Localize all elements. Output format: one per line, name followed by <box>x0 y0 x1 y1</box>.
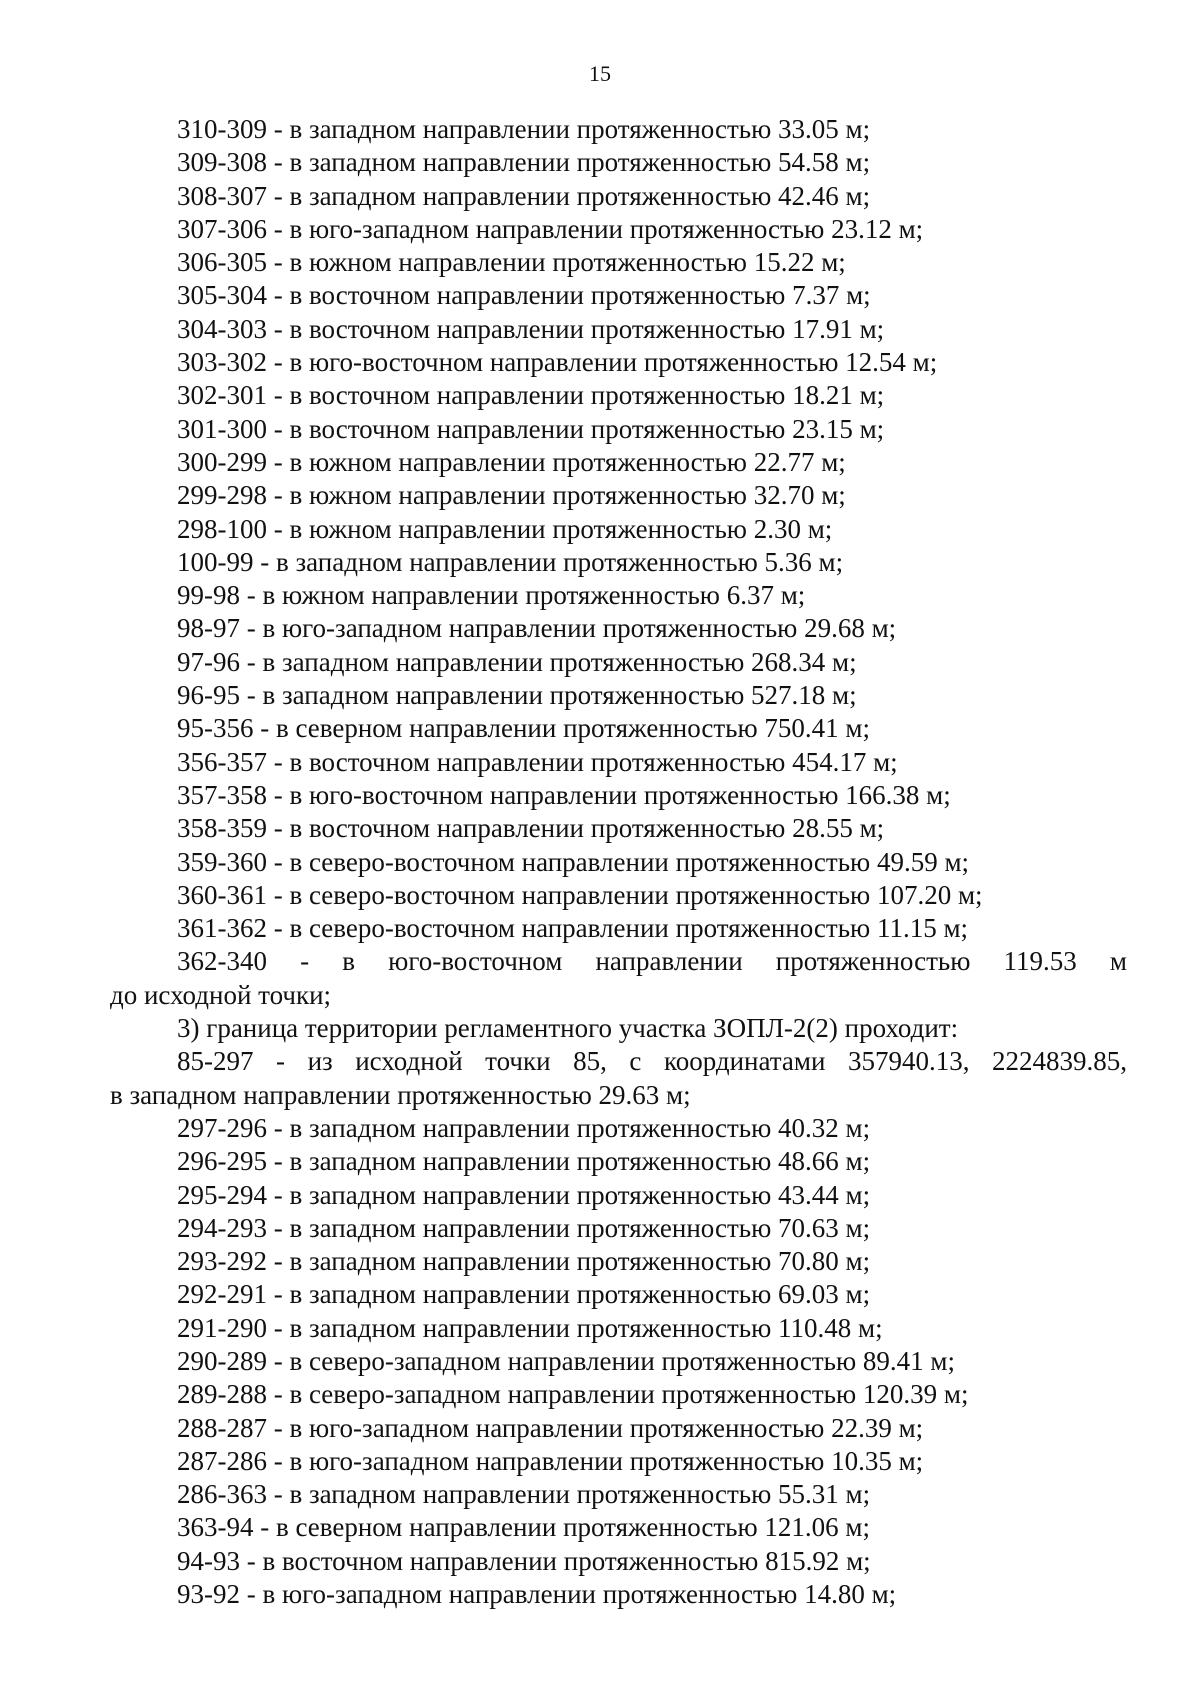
text-line: 93-92 - в юго-западном направлении протяженностью 14.80 м; <box>177 1579 897 1610</box>
text-line: 287-286 - в юго-западном направлении протяженностью 10.35 м; <box>177 1445 924 1476</box>
text-line: 360-361 - в северо-восточном направлении протяженностью 107.20 м; <box>177 879 983 910</box>
text-line: 297-296 - в западном направлении протяженностью 40.32 м; <box>177 1112 871 1143</box>
text-line: 95-356 - в северном направлении протяженностью 750.41 м; <box>177 713 870 744</box>
text-line: 99-98 - в южном направлении протяженностью 6.37 м; <box>177 580 806 611</box>
text-line: 358-359 - в восточном направлении протяженностью 28.55 м; <box>177 813 885 844</box>
text-line: 294-293 - в западном направлении протяженностью 70.63 м; <box>177 1212 871 1243</box>
text-line: 356-357 - в восточном направлении протяженностью 454.17 м; <box>177 746 898 777</box>
text-line: 357-358 - в юго-восточном направлении протяженностью 166.38 м; <box>177 779 951 810</box>
text-line: до исходной точки; <box>110 979 332 1010</box>
text-line: 302-301 - в восточном направлении протяженностью 18.21 м; <box>177 380 885 411</box>
text-line: 359-360 - в северо-восточном направлении протяженностью 49.59 м; <box>177 846 970 877</box>
text-line: 293-292 - в западном направлении протяженностью 70.80 м; <box>177 1246 871 1277</box>
text-line: в западном направлении протяженностью 29.63 м; <box>110 1079 691 1110</box>
text-line: 306-305 - в южном направлении протяженностью 15.22 м; <box>177 247 846 278</box>
text-line: 303-302 - в юго-восточном направлении протяженностью 12.54 м; <box>177 347 938 378</box>
text-line: 85-297 - из исходной точки 85, с координатами 357940.13, 2224839.85, <box>177 1046 1127 1077</box>
text-line: 96-95 - в западном направлении протяженностью 527.18 м; <box>177 680 857 711</box>
text-line: 305-304 - в восточном направлении протяженностью 7.37 м; <box>177 280 871 311</box>
text-line: 301-300 - в восточном направлении протяженностью 23.15 м; <box>177 413 885 444</box>
text-line: 292-291 - в западном направлении протяженностью 69.03 м; <box>177 1279 871 1310</box>
text-line: 291-290 - в западном направлении протяженностью 110.48 м; <box>177 1312 883 1343</box>
text-line: 300-299 - в южном направлении протяженностью 22.77 м; <box>177 446 846 477</box>
text-line: 288-287 - в юго-западном направлении протяженностью 22.39 м; <box>177 1412 924 1443</box>
text-line: 298-100 - в южном направлении протяженностью 2.30 м; <box>177 513 833 544</box>
text-line: 362-340 - в юго-восточном направлении протяженностью 119.53 м <box>177 946 1127 977</box>
text-line: 290-289 - в северо-западном направлении протяженностью 89.41 м; <box>177 1345 955 1376</box>
page-number: 15 <box>589 61 611 86</box>
text-line: 3) граница территории регламентного участка ЗОПЛ-2(2) проходит: <box>177 1013 959 1044</box>
text-line: 307-306 - в юго-западном направлении протяженностью 23.12 м; <box>177 213 924 244</box>
text-line: 296-295 - в западном направлении протяженностью 48.66 м; <box>177 1146 871 1177</box>
text-line: 295-294 - в западном направлении протяженностью 43.44 м; <box>177 1179 871 1210</box>
text-line: 304-303 - в восточном направлении протяженностью 17.91 м; <box>177 313 885 344</box>
text-line: 309-308 - в западном направлении протяженностью 54.58 м; <box>177 147 871 178</box>
text-line: 310-309 - в западном направлении протяженностью 33.05 м; <box>177 114 871 144</box>
text-line: 289-288 - в северо-западном направлении протяженностью 120.39 м; <box>177 1379 969 1410</box>
text-line: 94-93 - в восточном направлении протяженностью 815.92 м; <box>177 1545 871 1576</box>
text-line: 97-96 - в западном направлении протяженностью 268.34 м; <box>177 646 857 677</box>
text-line: 100-99 - в западном направлении протяженностью 5.36 м; <box>177 546 844 577</box>
text-line: 363-94 - в северном направлении протяженностью 121.06 м; <box>177 1512 870 1543</box>
text-line: 286-363 - в западном направлении протяженностью 55.31 м; <box>177 1479 871 1510</box>
document-body <box>110 113 1127 1611</box>
text-line: 98-97 - в юго-западном направлении протяженностью 29.68 м; <box>177 613 897 644</box>
text-line: 299-298 - в южном направлении протяженностью 32.70 м; <box>177 480 846 511</box>
text-line: 361-362 - в северо-восточном направлении протяженностью 11.15 м; <box>177 913 969 944</box>
text-line: 308-307 - в западном направлении протяженностью 42.46 м; <box>177 180 871 211</box>
